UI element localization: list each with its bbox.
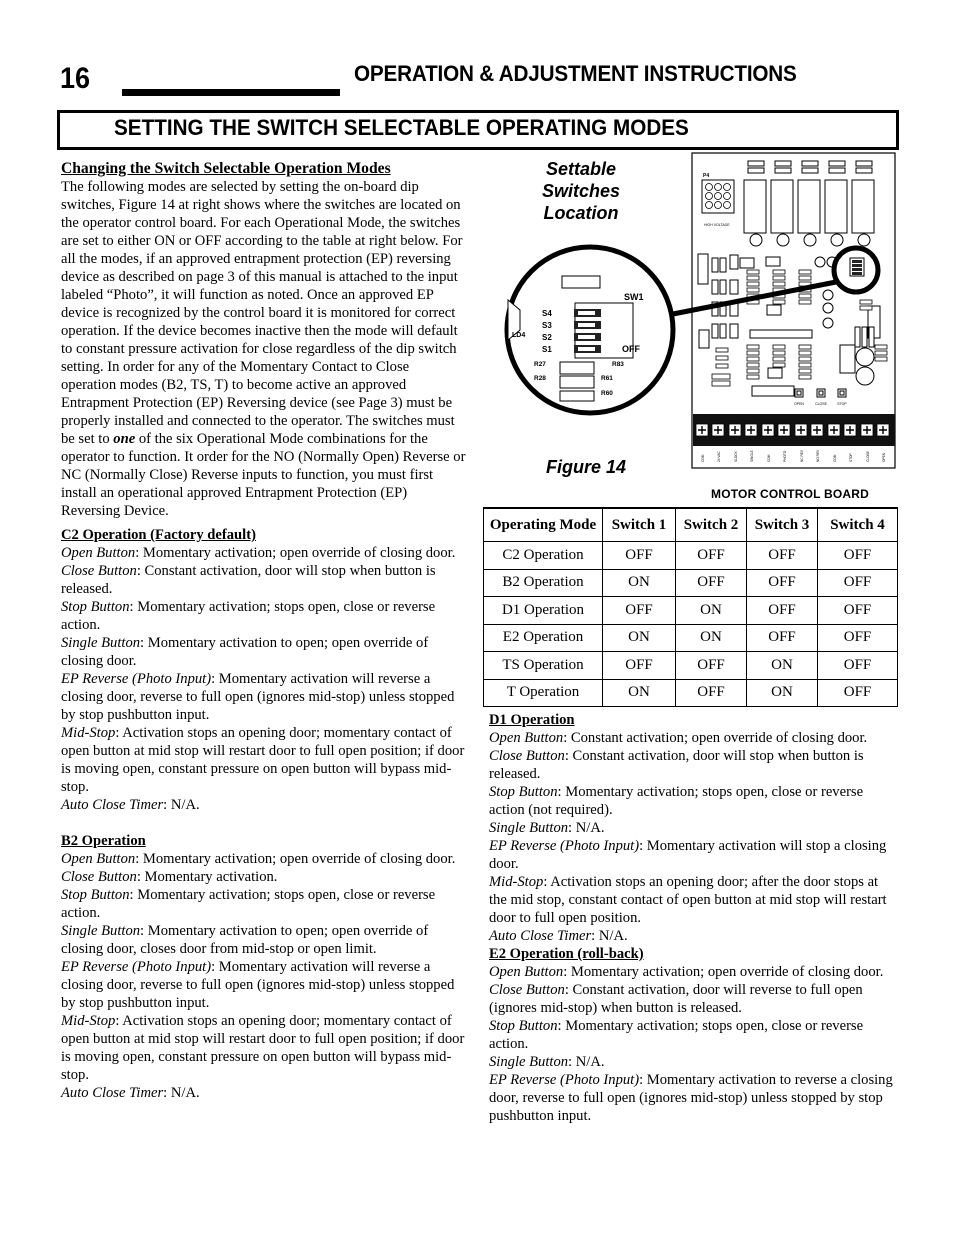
switch-cell: OFF xyxy=(747,569,818,597)
header-switch-3: Switch 3 xyxy=(747,508,818,542)
header-switch-4: Switch 4 xyxy=(818,508,898,542)
c2-item-timer xyxy=(61,796,466,814)
c2-item-midstop xyxy=(61,724,466,796)
table-header-row xyxy=(484,508,898,542)
d1-item-timer xyxy=(489,927,894,945)
b2-item-open xyxy=(61,850,466,868)
switch-cell: OFF xyxy=(676,542,747,570)
figure-title-line: Settable xyxy=(545,159,617,179)
r83-label: R83 xyxy=(612,361,624,368)
board-stop-label: STOP xyxy=(837,402,847,406)
mode-cell: E2 Operation xyxy=(484,624,603,652)
switch-cell: ON xyxy=(603,569,676,597)
svg-text:PHOTO: PHOTO xyxy=(783,450,787,462)
item-label: Close Button xyxy=(61,869,137,885)
e2-heading: E2 Operation (roll-back) xyxy=(489,946,644,962)
page-number: 16 xyxy=(60,62,91,95)
ld4-label: LD4 xyxy=(512,332,526,339)
switch-cell: OFF xyxy=(818,652,898,680)
header-switch-2: Switch 2 xyxy=(676,508,747,542)
item-text: : Momentary activation; stops open, close or reverse action. xyxy=(61,887,436,921)
b2-item-stop xyxy=(61,886,466,922)
table-row xyxy=(484,597,898,625)
header-rule xyxy=(122,89,340,96)
item-text: : Activation stops an opening door; momentary contact of open button at mid stop will restart door to full open position; if door is moving open, constant pressure on open button will bypass mid-stop. xyxy=(61,725,465,795)
e2-item-ep xyxy=(489,1071,894,1125)
switch-cell: ON xyxy=(676,624,747,652)
switch-cell: OFF xyxy=(747,624,818,652)
d1-item-open xyxy=(489,729,894,747)
header-operating-mode: Operating Mode xyxy=(484,508,603,542)
e2-item-close xyxy=(489,981,894,1017)
intro-paragraph xyxy=(61,178,466,520)
item-label: Mid-Stop xyxy=(61,725,116,741)
switch-cell: OFF xyxy=(603,652,676,680)
switch-cell: OFF xyxy=(676,569,747,597)
item-label: Close Button xyxy=(489,748,565,764)
svg-text:24 VAC: 24 VAC xyxy=(717,451,721,462)
p4-label: P4 xyxy=(703,173,710,179)
d1-item-ep xyxy=(489,837,894,873)
table-row xyxy=(484,652,898,680)
r61-label: R61 xyxy=(601,375,613,382)
item-label: Stop Button xyxy=(489,784,558,800)
svg-text:COM: COM xyxy=(701,454,705,462)
svg-text:SINGLE: SINGLE xyxy=(750,450,754,462)
svg-text:OPEN: OPEN xyxy=(882,452,886,462)
s4-label: S4 xyxy=(542,309,552,318)
header-switch-1: Switch 1 xyxy=(603,508,676,542)
right-column xyxy=(489,711,894,1125)
item-label: Open Button xyxy=(489,964,564,980)
e2-item-stop xyxy=(489,1017,894,1053)
item-label: Mid-Stop xyxy=(61,1013,116,1029)
mode-cell: T Operation xyxy=(484,679,603,707)
b2-item-ep xyxy=(61,958,466,1012)
board-open-label: OPEN xyxy=(794,402,804,406)
sw1-label: SW1 xyxy=(624,292,644,302)
item-label: Stop Button xyxy=(61,599,130,615)
board-label: MOTOR CONTROL BOARD xyxy=(711,487,870,501)
e2-item-single xyxy=(489,1053,894,1071)
svg-text:NC REV: NC REV xyxy=(800,449,804,462)
svg-text:SLOCK: SLOCK xyxy=(734,451,738,462)
item-label: Mid-Stop xyxy=(489,874,544,890)
item-text: : N/A. xyxy=(568,1054,605,1070)
svg-text:STOP: STOP xyxy=(849,453,853,462)
table-row xyxy=(484,542,898,570)
figure-title-line: Switches xyxy=(541,181,621,201)
svg-text:COM: COM xyxy=(767,454,771,462)
item-label: EP Reverse (Photo Input) xyxy=(489,838,640,854)
item-text: : N/A. xyxy=(163,1085,200,1101)
item-label: Open Button xyxy=(489,730,564,746)
c2-item-ep xyxy=(61,670,466,724)
table-row xyxy=(484,624,898,652)
item-text: : N/A. xyxy=(591,928,628,944)
c2-item-single xyxy=(61,634,466,670)
item-label: EP Reverse (Photo Input) xyxy=(489,1072,640,1088)
c2-item-stop xyxy=(61,598,466,634)
item-text: : N/A. xyxy=(568,820,605,836)
mode-cell: C2 Operation xyxy=(484,542,603,570)
item-label: Single Button xyxy=(489,1054,569,1070)
item-label: Stop Button xyxy=(489,1018,558,1034)
intro-heading: Changing the Switch Selectable Operation Modes xyxy=(61,160,391,177)
header-title: OPERATION & ADJUSTMENT INSTRUCTIONS xyxy=(354,61,797,86)
s2-label: S2 xyxy=(542,333,552,342)
intro-text-1: The following modes are selected by setting the on-board dip switches, Figure 14 at right shows where the switches are located on the operator control board. For each Operational Mode, the switches are set to either ON or OFF according to the table at right below. For all the modes, if an approved entrapment protection (EP) reversing device as described on page 3 of this manual is attached to the input labeled “Photo”, it will function as noted. Once an approved EP device is recognized by the control board it is monitored for correct operation. If the device becomes inactive then the mode will default to constant pressure activation for close regardless of the dip switch setting. In order for any of the Momentary Contact to Close operation modes (B2, TS, T) to become active an approved Entrapment Protection (EP) Reversing device (see Page 3) must be properly installed and connected to the operator. The switches must be set to xyxy=(61,179,463,447)
s3-label: S3 xyxy=(542,321,552,330)
r27-label: R27 xyxy=(534,361,546,368)
figure-title-line: Location xyxy=(543,203,619,223)
item-text: : Momentary activation to reverse a closing door, reverse to full open (ignores mid-stop) unless stopped by stop pushbutton input. xyxy=(489,1072,893,1124)
item-label: Open Button xyxy=(61,545,136,561)
table-row xyxy=(484,569,898,597)
item-label: Single Button xyxy=(489,820,569,836)
item-label: Close Button xyxy=(61,563,137,579)
svg-text:NO REV: NO REV xyxy=(816,449,820,462)
b2-item-close xyxy=(61,868,466,886)
item-label: Auto Close Timer xyxy=(489,928,592,944)
switch-cell: OFF xyxy=(818,679,898,707)
switch-cell: OFF xyxy=(747,597,818,625)
item-label: Single Button xyxy=(61,923,141,939)
d1-item-close xyxy=(489,747,894,783)
svg-text:COM: COM xyxy=(833,454,837,462)
item-text: : Constant activation; open override of closing door. xyxy=(563,730,868,746)
item-text: : Constant activation, door will stop when button is released. xyxy=(61,563,436,597)
switch-cell: ON xyxy=(747,679,818,707)
switch-cell: ON xyxy=(603,679,676,707)
switch-cell: OFF xyxy=(603,597,676,625)
switch-cell: OFF xyxy=(818,624,898,652)
item-text: : Momentary activation will reverse a closing door, reverse to full open (ignores mid-stop) unless stopped by stop pushbutton input. xyxy=(61,959,455,1011)
item-label: Close Button xyxy=(489,982,565,998)
item-text: : Momentary activation. xyxy=(136,869,278,885)
item-text: : Momentary activation will reverse a closing door, reverse to full open (ignores mid-stop) unless stopped by stop pushbutton input. xyxy=(61,671,455,723)
table-row xyxy=(484,679,898,707)
switch-settings-table xyxy=(483,507,898,707)
item-text: : Activation stops an opening door; momentary contact of open button at mid stop will restart door to full open position; if door is moving open, constant pressure on open button will bypass mid-stop. xyxy=(61,1013,465,1083)
switch-cell: OFF xyxy=(818,569,898,597)
intro-text-2: of the six Operational Mode combinations for the operator to function. It order for the NO (Normally Open) Reverse or NC (Normally Close) Reverse inputs to function, you must first install an operational approved Entrapment Protection (EP) Reversing Device. xyxy=(61,431,466,519)
item-text: : Momentary activation to open; open override of closing door. xyxy=(61,635,429,669)
svg-text:CLOSE: CLOSE xyxy=(866,451,870,462)
intro-emphasis: one xyxy=(113,431,136,447)
b2-item-timer xyxy=(61,1084,466,1102)
mode-cell: D1 Operation xyxy=(484,597,603,625)
item-text: : Momentary activation will stop a closing door. xyxy=(489,838,887,872)
switch-cell: ON xyxy=(603,624,676,652)
item-text: : Momentary activation; stops open, close or reverse action (not required). xyxy=(489,784,864,818)
item-label: Single Button xyxy=(61,635,141,651)
left-column xyxy=(61,160,466,1102)
high-voltage-label: HIGH VOLTAGE xyxy=(704,223,730,227)
c2-heading: C2 Operation (Factory default) xyxy=(61,527,256,543)
switch-cell: OFF xyxy=(818,542,898,570)
item-text: : Momentary activation; open override of closing door. xyxy=(563,964,884,980)
c2-item-close xyxy=(61,562,466,598)
r28-label: R28 xyxy=(534,375,546,382)
item-text: : Momentary activation; stops open, close or reverse action. xyxy=(489,1018,864,1052)
item-text: : Momentary activation; open override of closing door. xyxy=(135,851,456,867)
switch-cell: OFF xyxy=(603,542,676,570)
s1-label: S1 xyxy=(542,345,552,354)
item-text: : Constant activation, door will reverse to full open (ignores mid-stop) when button is released. xyxy=(489,982,863,1016)
item-label: Stop Button xyxy=(61,887,130,903)
b2-item-single xyxy=(61,922,466,958)
d1-item-stop xyxy=(489,783,894,819)
item-label: Auto Close Timer xyxy=(61,797,164,813)
switch-cell: ON xyxy=(676,597,747,625)
switch-cell: OFF xyxy=(818,597,898,625)
c2-item-open xyxy=(61,544,466,562)
motor-control-board-diagram xyxy=(500,150,900,480)
item-label: Open Button xyxy=(61,851,136,867)
item-text: : Momentary activation; stops open, close or reverse action. xyxy=(61,599,436,633)
off-label: OFF xyxy=(622,344,640,354)
item-label: EP Reverse (Photo Input) xyxy=(61,959,212,975)
item-text: : Momentary activation; open override of closing door. xyxy=(135,545,456,561)
mode-cell: B2 Operation xyxy=(484,569,603,597)
switch-cell: OFF xyxy=(747,542,818,570)
mode-cell: TS Operation xyxy=(484,652,603,680)
e2-item-open xyxy=(489,963,894,981)
d1-item-midstop xyxy=(489,873,894,927)
switch-cell: ON xyxy=(747,652,818,680)
switch-cell: OFF xyxy=(676,679,747,707)
item-text: : Momentary activation to open; open override of closing door, closes door from mid-stop or open limit. xyxy=(61,923,429,957)
item-label: EP Reverse (Photo Input) xyxy=(61,671,212,687)
switch-cell: OFF xyxy=(676,652,747,680)
board-close-label: CLOSE xyxy=(815,402,827,406)
b2-heading: B2 Operation xyxy=(61,833,146,849)
r60-label: R60 xyxy=(601,390,613,397)
d1-heading: D1 Operation xyxy=(489,712,575,728)
item-text: : Activation stops an opening door; after the door stops at the mid stop, constant contact of open button at mid stop will restart door to full open position. xyxy=(489,874,887,926)
d1-item-single xyxy=(489,819,894,837)
item-text: : N/A. xyxy=(163,797,200,813)
figure-caption: Figure 14 xyxy=(546,457,627,477)
item-text: : Constant activation, door will stop when button is released. xyxy=(489,748,864,782)
b2-item-midstop xyxy=(61,1012,466,1084)
section-title: SETTING THE SWITCH SELECTABLE OPERATING MODES xyxy=(114,115,689,140)
item-label: Auto Close Timer xyxy=(61,1085,164,1101)
